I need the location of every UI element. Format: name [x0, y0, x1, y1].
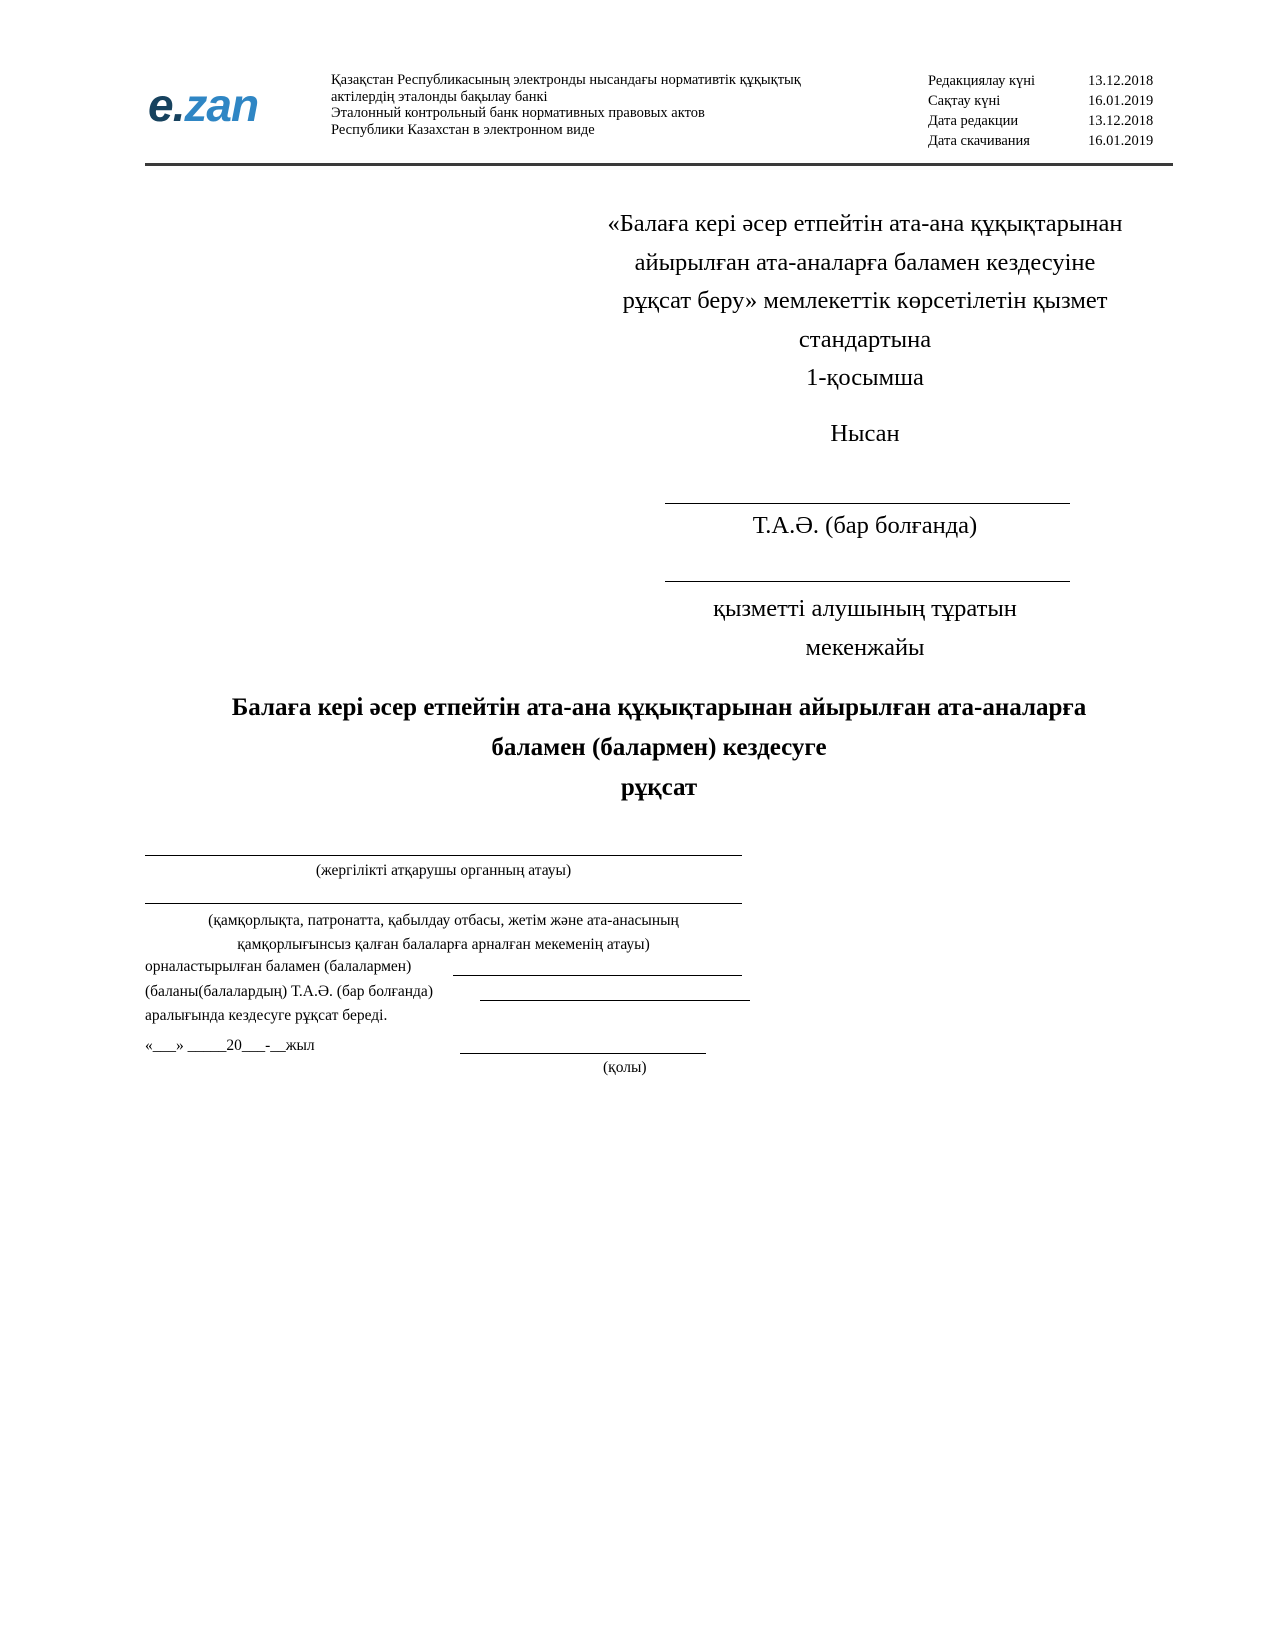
ezan-logo	[148, 79, 259, 131]
child-name-text: (баланы(балалардың) Т.А.Ә. (бар болғанда)	[145, 983, 433, 1000]
signature-caption: (қолы)	[603, 1059, 647, 1076]
meta-value: 13.12.2018	[1088, 113, 1154, 129]
meta-value: 16.01.2019	[1088, 93, 1154, 109]
logo-dot: .	[172, 79, 185, 131]
approval-line: стандартына	[798, 325, 932, 353]
document-title	[145, 688, 1173, 808]
institution-caption	[145, 909, 742, 957]
address-caption-line: мекенжайы	[805, 633, 925, 661]
institution-blank-line	[145, 903, 742, 904]
placed-child-text: орналастырылған баламен (балалармен)	[145, 958, 412, 975]
approval-line: «Балаға кері әсер етпейтін ата-ана құқықтарынан	[607, 210, 1123, 237]
meta-label: Сақтау күні	[928, 93, 1001, 109]
name-caption: Т.А.Ә. (бар болғанда)	[752, 512, 978, 539]
meta-label: Редакциялау күні	[928, 73, 1036, 89]
title-line: Балаға кері әсер етпейтін ата-ана құқықтарынан айырылған ата-аналарға	[231, 694, 1087, 721]
meta-value: 13.12.2018	[1088, 73, 1154, 89]
appendix-number: 1-қосымша	[806, 364, 924, 391]
meta-row	[928, 91, 1168, 111]
logo-e: e	[148, 79, 173, 131]
header-description	[331, 72, 891, 138]
meta-row	[928, 111, 1168, 131]
header-divider	[145, 163, 1173, 166]
permission-statement: аралығында кездесуге рұқсат береді.	[145, 1007, 388, 1024]
date-line: «___» _____20___-__жыл	[145, 1037, 315, 1054]
logo-zan: zan	[184, 79, 259, 131]
address-blank-line	[665, 581, 1070, 582]
approval-line: айырылған ата-аналарға баламен кездесуіне	[634, 248, 1096, 276]
approval-line: рұқсат беру» мемлекеттік көрсетілетін қызмет	[622, 287, 1108, 314]
signature-blank-line	[460, 1053, 706, 1054]
institution-caption-line: қамқорлығынсыз қалған балаларға арналған мекеменің атауы)	[237, 936, 650, 953]
title-line: баламен (балармен) кездесуге	[491, 734, 827, 761]
title-line: рұқсат	[620, 774, 698, 801]
meta-row	[928, 131, 1168, 151]
header-description-line: Эталонный контрольный банк нормативных правовых актов	[331, 105, 705, 121]
meta-row	[928, 71, 1168, 91]
institution-caption-line: (қамқорлықта, патронатта, қабылдау отбасы, жетім және ата-анасының	[208, 912, 679, 929]
approval-block	[555, 205, 1175, 398]
address-caption	[555, 590, 1175, 667]
header-description-line: Республики Казахстан в электронном виде	[331, 121, 595, 138]
local-authority-caption: (жергілікті атқарушы органның атауы)	[315, 862, 572, 879]
meta-label: Дата редакции	[928, 113, 1019, 129]
local-authority-blank-line	[145, 855, 742, 856]
placed-child-blank-line	[453, 975, 742, 976]
child-name-blank-line	[480, 1000, 750, 1001]
header-description-line: актілердің эталонды бақылау банкі	[331, 88, 548, 105]
form-label: Нысан	[830, 420, 900, 447]
name-blank-line	[665, 503, 1070, 504]
header-description-line: Қазақстан Республикасының электронды нысандағы нормативтік құқықтық	[331, 72, 801, 88]
meta-label: Дата скачивания	[928, 133, 1030, 149]
header-meta	[928, 71, 1168, 151]
meta-value: 16.01.2019	[1088, 133, 1154, 149]
address-caption-line: қызметті алушының тұратын	[713, 595, 1017, 622]
